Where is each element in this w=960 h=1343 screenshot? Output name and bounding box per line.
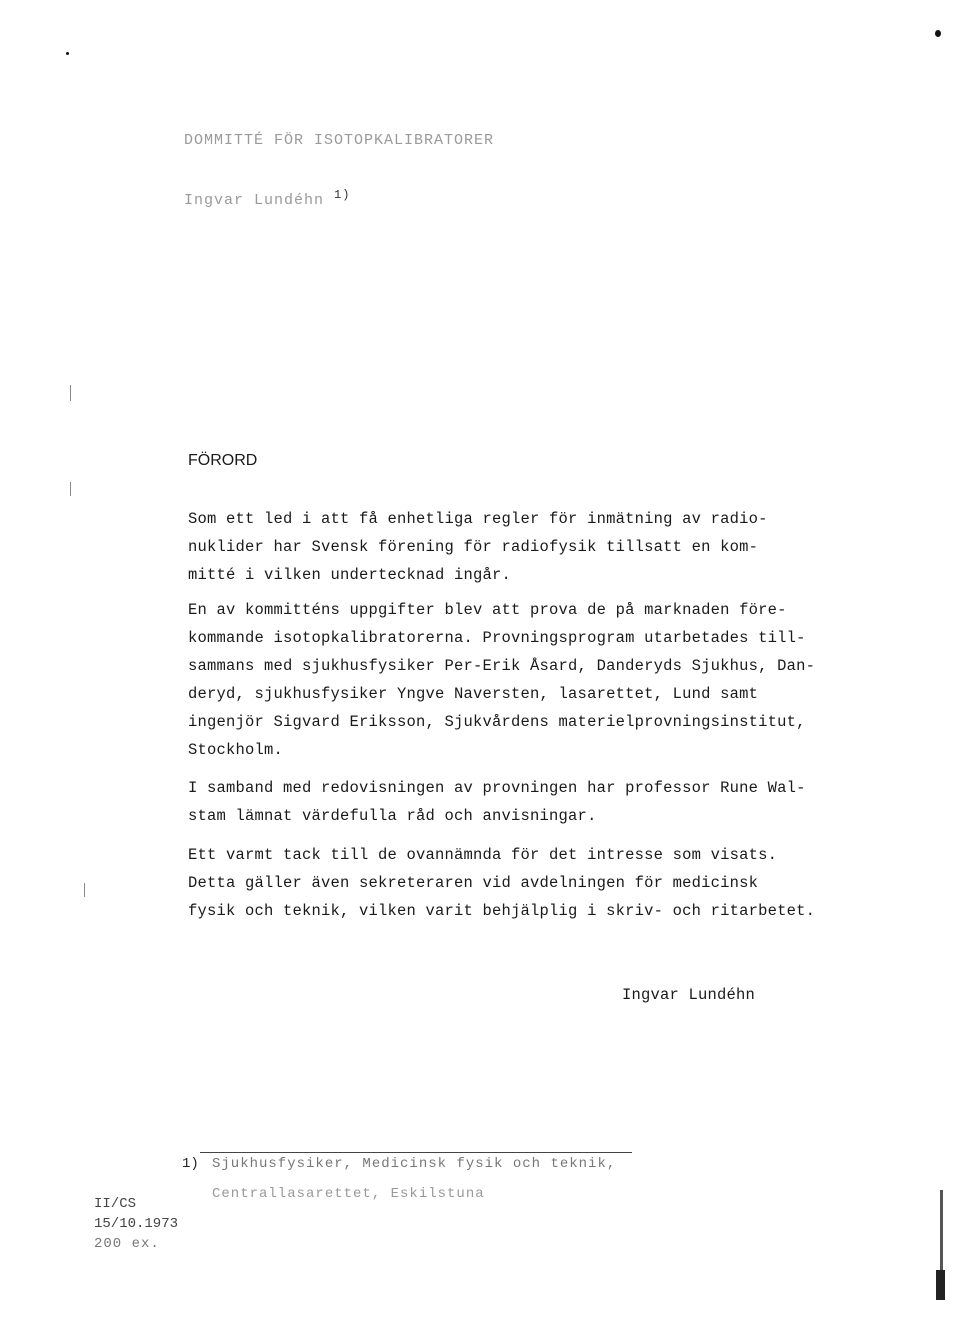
- text-line: kommande isotopkalibratorerna. Provningsprogram utarbetades till-: [188, 629, 806, 647]
- text-line: sammans med sjukhusfysiker Per-Erik Åsard, Danderyds Sjukhus, Dan-: [188, 657, 816, 675]
- text-line: ingenjör Sigvard Eriksson, Sjukvårdens materielprovningsinstitut,: [188, 713, 806, 731]
- text-line: stam lämnat värdefulla råd och anvisningar.: [188, 807, 597, 825]
- text-line: fysik och teknik, vilken varit behjälplig i skriv- och ritarbetet.: [188, 902, 816, 920]
- scan-speck: [935, 30, 941, 37]
- text-line: nuklider har Svensk förening för radiofysik tillsatt en kom-: [188, 538, 759, 556]
- footnote-line-1: Sjukhusfysiker, Medicinsk fysik och teknik,: [212, 1156, 617, 1172]
- signature: Ingvar Lundéhn: [622, 986, 756, 1004]
- author-name-text: Ingvar Lundéhn: [184, 192, 325, 209]
- footnote-line-2: Centrallasarettet, Eskilstuna: [212, 1186, 485, 1202]
- filing-date: 15/10.1973: [94, 1216, 179, 1232]
- paragraph-1: [188, 505, 868, 589]
- scan-margin-mark: [70, 482, 71, 496]
- text-line: Ett varmt tack till de ovannämnda för det intresse som visats.: [188, 846, 778, 864]
- paragraph-4: [188, 841, 868, 925]
- copies-count: 200 ex.: [94, 1236, 160, 1252]
- scan-edge-mark: [936, 1270, 945, 1300]
- text-line: mitté i vilken undertecknad ingår.: [188, 566, 512, 584]
- text-line: I samband med redovisningen av provningen har professor Rune Wal-: [188, 779, 806, 797]
- text-line: En av kommitténs uppgifter blev att prova de på marknaden före-: [188, 601, 787, 619]
- scan-margin-mark: [84, 883, 85, 897]
- scan-margin-mark: [70, 385, 71, 401]
- text-line: Stockholm.: [188, 741, 284, 759]
- author-footnote-mark: 1): [334, 188, 351, 202]
- document-title: DOMMITTÉ FÖR ISOTOPKALIBRATORER: [184, 132, 495, 149]
- footnote-number: 1): [182, 1156, 199, 1172]
- foreword-heading: FÖRORD: [188, 452, 258, 469]
- scan-speck: [66, 52, 69, 55]
- text-line: deryd, sjukhusfysiker Yngve Naversten, lasarettet, Lund samt: [188, 685, 759, 703]
- paragraph-2: [188, 596, 868, 764]
- text-line: Som ett led i att få enhetliga regler för inmätning av radio-: [188, 510, 768, 528]
- text-line: Detta gäller även sekreteraren vid avdelningen för medicinsk: [188, 874, 759, 892]
- footnote-rule: [200, 1152, 632, 1153]
- paragraph-3: [188, 774, 868, 830]
- author-name: [184, 188, 350, 209]
- filing-reference: II/CS: [94, 1196, 137, 1212]
